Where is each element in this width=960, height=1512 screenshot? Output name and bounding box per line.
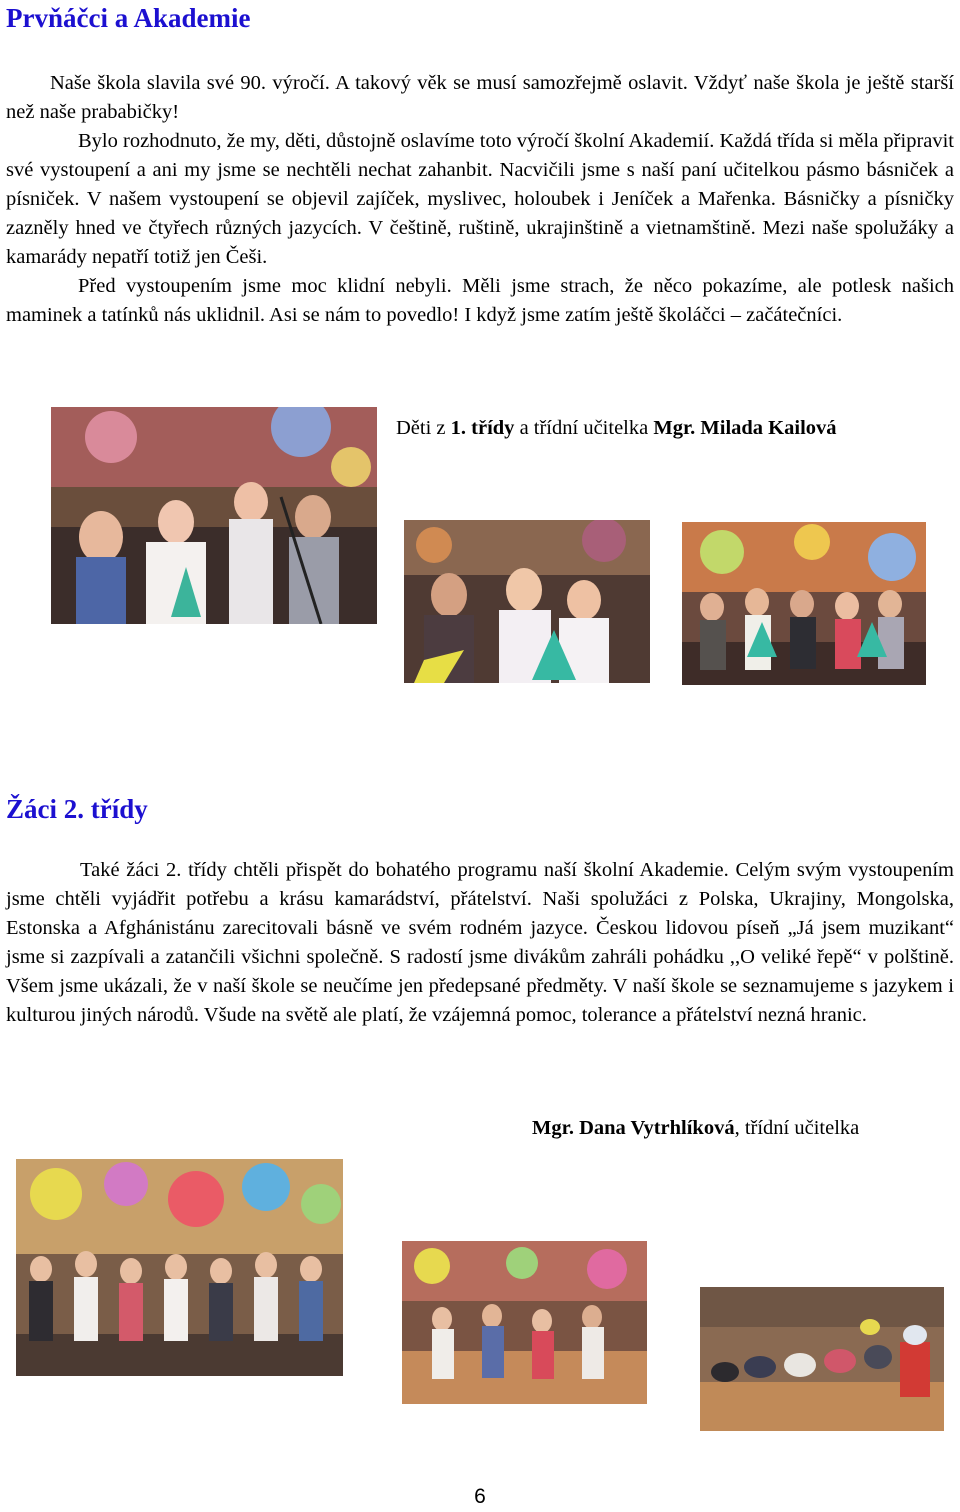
paragraph: Bylo rozhodnuto, že my, děti, důstojně oslavíme toto výročí školní Akademií. Každá třída si měla připravit své vystoupení a ani my jsme se nechtěli nechat zahanbit. Nacvičili jsme s naší paní učitelkou pásmo básniček a písniček. V našem vystoupení se objevil zajíček, myslivec, holoubek i Jeníček a Mařenka. Básničky a písničky zazněly hned ve čtyřech různých jazycích. V češtině, ruštině, ukrajinštině a vietnamštině. Mezi naše spolužáky a kamarády nepatří totiž jen Češi. — [6, 130, 955, 268]
photo-second-graders-group — [16, 1159, 343, 1376]
section2-text — [6, 856, 954, 1030]
signature: Mgr. Dana Vytrhlíková, třídní učitelka — [532, 1117, 860, 1139]
paragraph: Naše škola slavila své 90. výročí. A takový věk se musí samozřejmě oslavit. Vždyť naše škola je ještě starší než naše prababičky! — [6, 72, 954, 123]
caption-first-grade: Děti z 1. třídy a třídní učitelka Mgr. Milada Kailová — [396, 417, 837, 439]
photo-first-graders-microphone — [51, 407, 377, 624]
section1-text — [6, 69, 954, 330]
section-title-first-graders: Prvňáčci a Akademie — [6, 3, 251, 33]
photo-second-graders-pulling — [700, 1287, 944, 1431]
paragraph: Také žáci 2. třídy chtěli přispět do bohatého programu naší školní Akademie. Celým svým vystoupením jsme chtěli vyjádřit potřebu a krásu kamarádství, přátelství. Naši spolužáci z Polska, Ukrajiny, Mongolska, Estonska a Afghánistánu zarecitovali básně ve svém rodném jazyce. Českou lidovou píseň „Já jsem muzikant“ jsme si zazpívali a zatančili všichni společně. S radostí jsme divákům zahráli pohádku ,,O veliké řepě“ v polštině. Všem jsme ukázali, že v naší škole se neučíme jen předepsané předměty. V naší škole se seznamujeme s jazykem i kulturou jiných národů. Všude na světě ale platí, že vzájemná pomoc, tolerance a přátelství nezná hranic. — [6, 859, 954, 1026]
section-title-second-graders: Žáci 2. třídy — [6, 794, 148, 824]
page-number: 6 — [474, 1485, 486, 1508]
paragraph: Před vystoupením jsme moc klidní nebyli. Měli jsme strach, že něco pokazíme, ale potlesk našich maminek a tatínků nás uklidnil. Asi se nám to povedlo! I když jsme zatím ještě školáčci – začátečníci. — [6, 275, 954, 326]
photo-second-graders-turnip-play — [402, 1241, 647, 1404]
photo-first-graders-stage — [682, 522, 926, 685]
photo-first-graders-trees — [404, 520, 650, 683]
